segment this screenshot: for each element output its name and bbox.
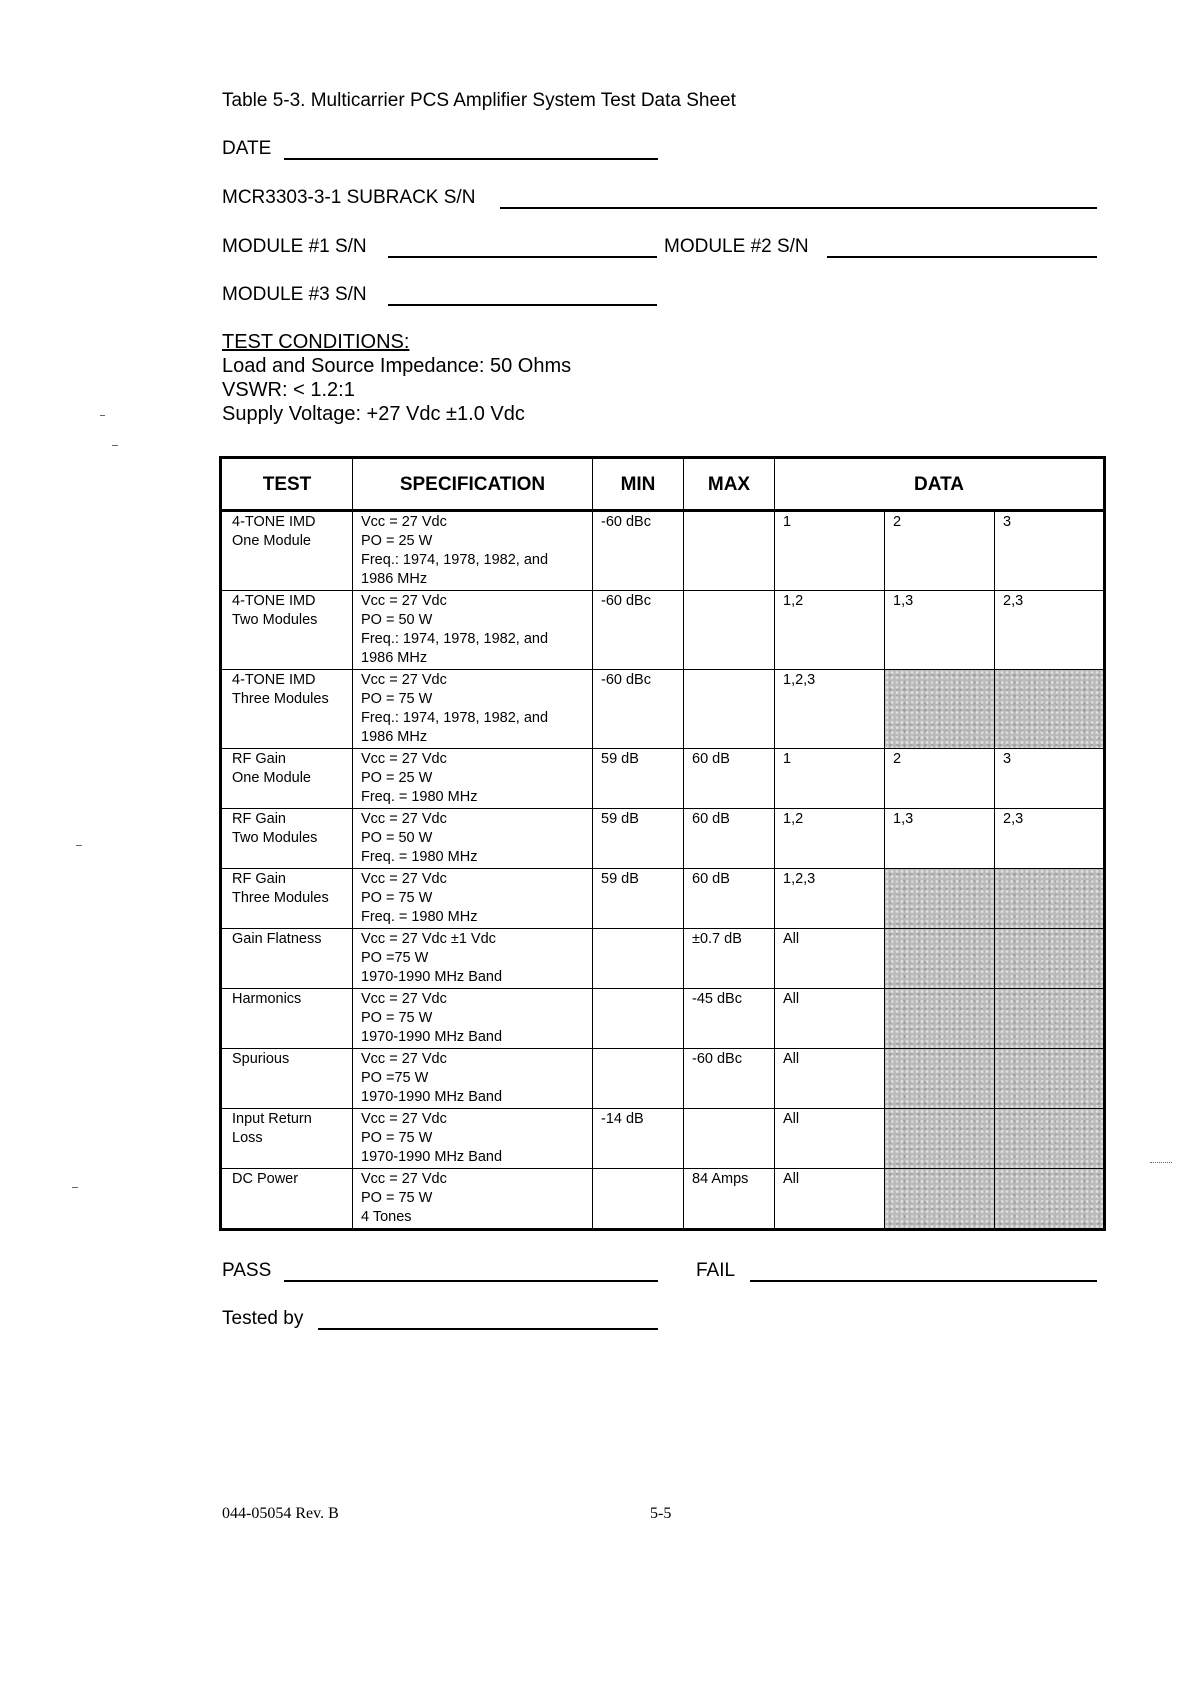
- test-name-line: 4-TONE IMD: [232, 672, 316, 688]
- specification-line: Vcc = 27 Vdc ±1 Vdc: [361, 931, 496, 947]
- header-test: TEST: [221, 458, 353, 511]
- test-name-line: DC Power: [232, 1171, 299, 1187]
- scan-mark: [76, 845, 82, 846]
- specification-cell: [353, 929, 593, 989]
- specification-line: 1986 MHz: [361, 571, 428, 587]
- min-cell: [593, 929, 684, 989]
- specification-line: 1986 MHz: [361, 650, 428, 666]
- test-name-line: Spurious: [232, 1051, 290, 1067]
- data-entry-cell[interactable]: 1,2,3: [775, 869, 885, 929]
- fail-label: FAIL: [696, 1260, 736, 1281]
- test-name-cell: [221, 591, 353, 670]
- max-cell: -60 dBc: [684, 1049, 775, 1109]
- data-entry-cell[interactable]: 1,2,3: [775, 670, 885, 749]
- test-data-table: [219, 456, 1106, 1231]
- specification-line: 1986 MHz: [361, 729, 428, 745]
- specification-line: Freq.: 1974, 1978, 1982, and: [361, 552, 549, 568]
- specification-line: Vcc = 27 Vdc: [361, 811, 447, 827]
- page-number: 5-5: [650, 1505, 672, 1522]
- min-cell: -14 dB: [593, 1109, 684, 1169]
- subrack-sn-field[interactable]: [500, 207, 1097, 209]
- data-entry-cell[interactable]: All: [775, 929, 885, 989]
- specification-line: Freq.: 1974, 1978, 1982, and: [361, 710, 549, 726]
- specification-line: PO = 25 W: [361, 770, 433, 786]
- specification-cell: [353, 749, 593, 809]
- test-name-line: Two Modules: [232, 830, 318, 846]
- test-name-line: Harmonics: [232, 991, 302, 1007]
- table-body: [221, 511, 1105, 1230]
- subrack-sn-label: MCR3303-3-1 SUBRACK S/N: [222, 187, 476, 208]
- test-name-line: One Module: [232, 770, 311, 786]
- specification-line: 1970-1990 MHz Band: [361, 1149, 503, 1165]
- data-entry-cell[interactable]: 2,3: [995, 591, 1105, 670]
- specification-cell: [353, 1109, 593, 1169]
- specification-cell: [353, 511, 593, 591]
- specification-line: Vcc = 27 Vdc: [361, 1051, 447, 1067]
- header-specification: SPECIFICATION: [353, 458, 593, 511]
- specification-line: Freq.: 1974, 1978, 1982, and: [361, 631, 549, 647]
- data-entry-cell[interactable]: 3: [995, 749, 1105, 809]
- data-cell-shaded: [885, 1169, 995, 1230]
- test-name-cell: [221, 809, 353, 869]
- specification-line: Freq. = 1980 MHz: [361, 849, 478, 865]
- data-cell-shaded: [885, 869, 995, 929]
- data-cell-shaded: [995, 1169, 1105, 1230]
- tested-by-field[interactable]: [318, 1328, 658, 1330]
- header-max: MAX: [684, 458, 775, 511]
- table-row: [221, 591, 1105, 670]
- test-name-cell: [221, 869, 353, 929]
- data-entry-cell[interactable]: 2,3: [995, 809, 1105, 869]
- max-cell: ±0.7 dB: [684, 929, 775, 989]
- data-entry-cell[interactable]: All: [775, 1109, 885, 1169]
- data-entry-cell[interactable]: 2: [885, 511, 995, 591]
- specification-line: 1970-1990 MHz Band: [361, 969, 503, 985]
- data-cell-shaded: [995, 869, 1105, 929]
- data-cell-shaded: [995, 989, 1105, 1049]
- data-entry-cell[interactable]: 1: [775, 511, 885, 591]
- condition-supply-voltage: Supply Voltage: +27 Vdc ±1.0 Vdc: [222, 403, 525, 425]
- test-name-cell: [221, 1169, 353, 1230]
- data-cell-shaded: [885, 929, 995, 989]
- min-cell: 59 dB: [593, 869, 684, 929]
- scan-mark: [72, 1187, 78, 1188]
- specification-cell: [353, 1169, 593, 1230]
- test-name-line: Three Modules: [232, 890, 329, 906]
- test-name-line: One Module: [232, 533, 311, 549]
- test-name-cell: [221, 1049, 353, 1109]
- data-entry-cell[interactable]: 3: [995, 511, 1105, 591]
- module3-sn-field[interactable]: [388, 304, 657, 306]
- condition-vswr: VSWR: < 1.2:1: [222, 379, 355, 401]
- specification-line: Vcc = 27 Vdc: [361, 751, 447, 767]
- test-name-cell: [221, 670, 353, 749]
- test-name-cell: [221, 1109, 353, 1169]
- table-row: [221, 670, 1105, 749]
- specification-line: PO =75 W: [361, 950, 429, 966]
- data-entry-cell[interactable]: 1,2: [775, 809, 885, 869]
- specification-line: Vcc = 27 Vdc: [361, 593, 447, 609]
- table-row: [221, 1169, 1105, 1230]
- specification-line: Vcc = 27 Vdc: [361, 514, 447, 530]
- min-cell: [593, 1169, 684, 1230]
- max-cell: [684, 591, 775, 670]
- table-row: [221, 749, 1105, 809]
- test-name-line: RF Gain: [232, 751, 286, 767]
- min-cell: 59 dB: [593, 749, 684, 809]
- test-conditions: [222, 330, 571, 426]
- specification-cell: [353, 1049, 593, 1109]
- specification-cell: [353, 869, 593, 929]
- specification-line: PO = 75 W: [361, 1130, 433, 1146]
- specification-cell: [353, 670, 593, 749]
- specification-cell: [353, 809, 593, 869]
- document-title: Table 5-3. Multicarrier PCS Amplifier System Test Data Sheet: [222, 90, 736, 111]
- test-name-line: RF Gain: [232, 811, 286, 827]
- test-name-cell: [221, 511, 353, 591]
- specification-line: 1970-1990 MHz Band: [361, 1029, 503, 1045]
- data-entry-cell[interactable]: 1: [775, 749, 885, 809]
- test-name-line: 4-TONE IMD: [232, 593, 316, 609]
- specification-line: 4 Tones: [361, 1209, 412, 1225]
- max-cell: -45 dBc: [684, 989, 775, 1049]
- module1-sn-label: MODULE #1 S/N: [222, 236, 367, 257]
- max-cell: 60 dB: [684, 869, 775, 929]
- data-cell-shaded: [885, 989, 995, 1049]
- data-entry-cell[interactable]: 1,3: [885, 809, 995, 869]
- specification-line: Freq. = 1980 MHz: [361, 909, 478, 925]
- specification-line: Vcc = 27 Vdc: [361, 991, 447, 1007]
- specification-line: PO = 75 W: [361, 1190, 433, 1206]
- data-cell-shaded: [885, 670, 995, 749]
- specification-line: PO = 75 W: [361, 691, 433, 707]
- doc-number: 044-05054 Rev. B: [222, 1505, 339, 1522]
- specification-line: PO = 75 W: [361, 890, 433, 906]
- specification-line: PO = 75 W: [361, 1010, 433, 1026]
- min-cell: 59 dB: [593, 809, 684, 869]
- table-row: [221, 869, 1105, 929]
- data-entry-cell[interactable]: All: [775, 1049, 885, 1109]
- specification-line: PO = 50 W: [361, 612, 433, 628]
- max-cell: 84 Amps: [684, 1169, 775, 1230]
- data-entry-cell[interactable]: All: [775, 989, 885, 1049]
- pass-field[interactable]: [284, 1280, 658, 1282]
- test-name-cell: [221, 929, 353, 989]
- test-name-line: 4-TONE IMD: [232, 514, 316, 530]
- pass-label: PASS: [222, 1260, 272, 1281]
- table-header-row: [221, 458, 1105, 511]
- specification-cell: [353, 989, 593, 1049]
- test-name-line: Input Return: [232, 1111, 312, 1127]
- data-cell-shaded: [995, 1049, 1105, 1109]
- data-cell-shaded: [885, 1049, 995, 1109]
- date-label: DATE: [222, 138, 272, 159]
- test-name-line: Two Modules: [232, 612, 318, 628]
- data-entry-cell[interactable]: 1,3: [885, 591, 995, 670]
- module3-sn-label: MODULE #3 S/N: [222, 284, 367, 305]
- max-cell: 60 dB: [684, 749, 775, 809]
- test-name-cell: [221, 989, 353, 1049]
- max-cell: [684, 511, 775, 591]
- scan-mark: [100, 415, 105, 416]
- test-name-line: Gain Flatness: [232, 931, 322, 947]
- module2-sn-field[interactable]: [827, 256, 1097, 258]
- table-row: [221, 1109, 1105, 1169]
- condition-impedance: Load and Source Impedance: 50 Ohms: [222, 355, 572, 377]
- min-cell: -60 dBc: [593, 591, 684, 670]
- data-cell-shaded: [995, 670, 1105, 749]
- test-name-cell: [221, 749, 353, 809]
- specification-line: Vcc = 27 Vdc: [361, 672, 447, 688]
- test-name-line: RF Gain: [232, 871, 286, 887]
- specification-line: Freq. = 1980 MHz: [361, 789, 478, 805]
- module2-sn-label: MODULE #2 S/N: [664, 236, 809, 257]
- data-entry-cell[interactable]: All: [775, 1169, 885, 1230]
- specification-line: 1970-1990 MHz Band: [361, 1089, 503, 1105]
- max-cell: [684, 1109, 775, 1169]
- specification-line: PO =75 W: [361, 1070, 429, 1086]
- data-cell-shaded: [995, 929, 1105, 989]
- max-cell: [684, 670, 775, 749]
- specification-line: Vcc = 27 Vdc: [361, 1171, 447, 1187]
- table-row: [221, 511, 1105, 591]
- table-row: [221, 1049, 1105, 1109]
- data-cell-shaded: [885, 1109, 995, 1169]
- specification-line: Vcc = 27 Vdc: [361, 1111, 447, 1127]
- test-conditions-heading: TEST CONDITIONS:: [222, 331, 410, 353]
- table-row: [221, 989, 1105, 1049]
- table-row: [221, 929, 1105, 989]
- min-cell: -60 dBc: [593, 511, 684, 591]
- specification-line: Vcc = 27 Vdc: [361, 871, 447, 887]
- min-cell: [593, 1049, 684, 1109]
- max-cell: 60 dB: [684, 809, 775, 869]
- min-cell: -60 dBc: [593, 670, 684, 749]
- module1-sn-field[interactable]: [388, 256, 657, 258]
- test-name-line: Loss: [232, 1130, 263, 1146]
- scan-mark: [1150, 1162, 1172, 1163]
- date-field[interactable]: [284, 158, 658, 160]
- data-entry-cell[interactable]: 2: [885, 749, 995, 809]
- header-min: MIN: [593, 458, 684, 511]
- test-name-line: Three Modules: [232, 691, 329, 707]
- specification-line: PO = 50 W: [361, 830, 433, 846]
- fail-field[interactable]: [750, 1280, 1097, 1282]
- specification-line: PO = 25 W: [361, 533, 433, 549]
- scan-mark: [112, 445, 118, 446]
- specification-cell: [353, 591, 593, 670]
- min-cell: [593, 989, 684, 1049]
- table-row: [221, 809, 1105, 869]
- header-data: DATA: [775, 458, 1105, 511]
- data-cell-shaded: [995, 1109, 1105, 1169]
- data-entry-cell[interactable]: 1,2: [775, 591, 885, 670]
- tested-by-label: Tested by: [222, 1308, 304, 1329]
